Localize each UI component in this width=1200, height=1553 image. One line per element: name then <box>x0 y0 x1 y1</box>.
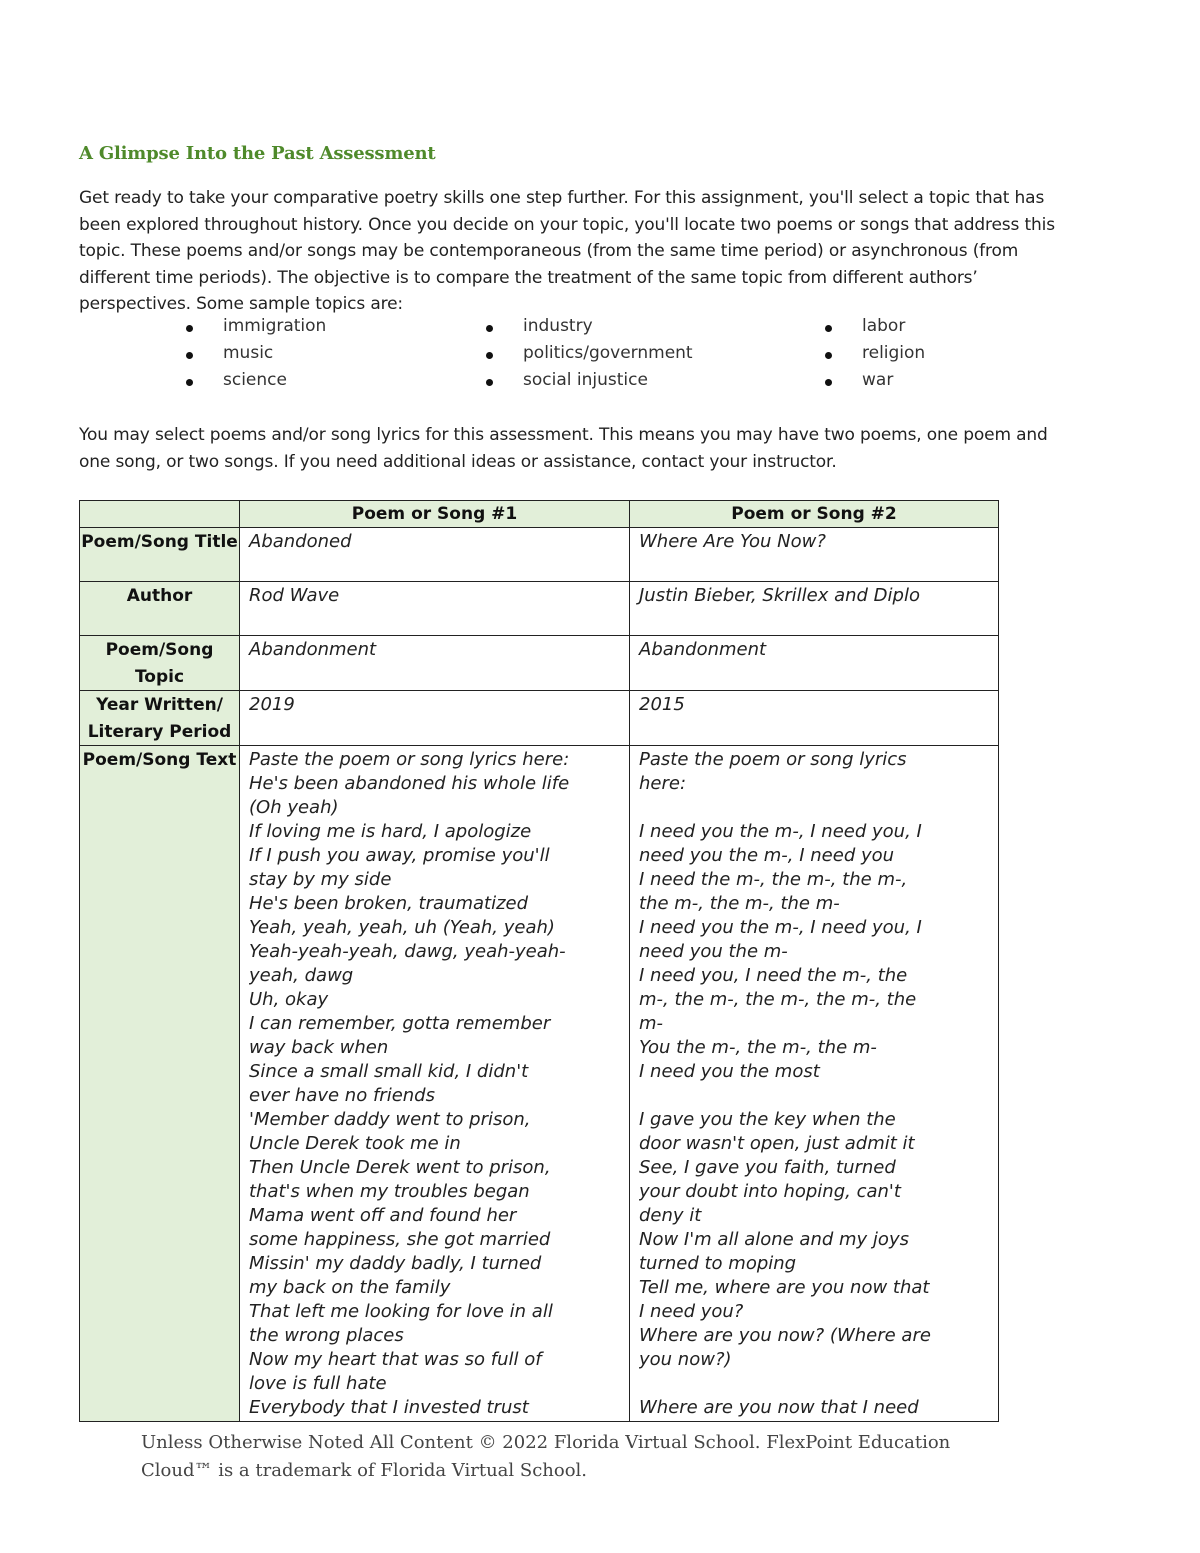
lyric-line: turned to moping <box>639 1253 797 1274</box>
lyric-line: need you the m-, I need you <box>639 845 895 866</box>
comparison-table <box>79 500 999 1422</box>
lyric-line: ever have no friends <box>249 1085 435 1106</box>
lyrics-2 <box>639 748 988 1420</box>
lyric-line: Where are you now that I need <box>639 1397 919 1418</box>
lyric-line: you now?) <box>639 1349 732 1370</box>
lyric-line: Yeah-yeah-yeah, dawg, yeah-yeah- <box>249 941 566 962</box>
lyric-line <box>639 1084 988 1108</box>
lyric-line: m- <box>639 1013 664 1034</box>
row-label-text: Poem/Song Text <box>80 746 240 1422</box>
song1-title-field[interactable]: Abandoned <box>240 528 630 582</box>
lyric-line: stay by my side <box>249 869 392 890</box>
list-item: politics/government <box>485 343 824 370</box>
footer-line-1: Unless Otherwise Noted All Content © 2022 Florida Virtual School. FlexPoint Education <box>141 1432 951 1453</box>
lyric-line: Now my heart that was so full of <box>249 1349 542 1370</box>
song2-topic-field[interactable]: Abandonment <box>630 636 999 691</box>
lyric-line: He's been abandoned his whole life <box>249 773 570 794</box>
song1-year-field[interactable]: 2019 <box>240 691 630 746</box>
lyric-line: I need you the m-, I need you, I <box>639 917 922 938</box>
song1-lyrics-field[interactable] <box>240 746 630 1422</box>
lyric-line: He's been broken, traumatized <box>249 893 529 914</box>
table-header-row <box>80 501 999 528</box>
list-item: science <box>185 370 485 397</box>
lyric-line: need you the m- <box>639 941 788 962</box>
lyric-line <box>639 796 988 820</box>
list-item: immigration <box>185 316 485 343</box>
song1-topic-field[interactable]: Abandonment <box>240 636 630 691</box>
lyric-line: I need you the most <box>639 1061 820 1082</box>
lyric-line: Mama went off and found her <box>249 1205 517 1226</box>
note-text: You may select poems and/or song lyrics for this assessment. This means you may have two poems, one poem and one song, or two songs. If you need additional ideas or assistance, contact your instructor. <box>79 425 1048 472</box>
lyric-line: Paste the poem or song lyrics <box>639 749 907 770</box>
lyric-line: Since a small small kid, I didn't <box>249 1061 529 1082</box>
lyric-line: your doubt into hoping, can't <box>639 1181 901 1202</box>
lyric-line: my back on the family <box>249 1277 451 1298</box>
lyric-line: deny it <box>639 1205 702 1226</box>
lyric-line: I gave you the key when the <box>639 1109 896 1130</box>
song2-title-field[interactable]: Where Are You Now? <box>630 528 999 582</box>
lyric-line: You the m-, the m-, the m- <box>639 1037 877 1058</box>
header-song-1: Poem or Song #1 <box>240 501 630 528</box>
lyric-line: Where are you now? (Where are <box>639 1325 931 1346</box>
lyric-line: If I push you away, promise you'll <box>249 845 550 866</box>
lyric-line: Tell me, where are you now that <box>639 1277 930 1298</box>
header-song-2: Poem or Song #2 <box>630 501 999 528</box>
list-item: industry <box>485 316 824 343</box>
list-item: music <box>185 343 485 370</box>
lyric-line: here: <box>639 773 687 794</box>
lyric-line: Uh, okay <box>249 989 329 1010</box>
page-title: A Glimpse Into the Past Assessment <box>79 143 436 164</box>
footer-line-2: Cloud™ is a trademark of Florida Virtual School. <box>141 1459 588 1481</box>
table-row <box>80 691 999 746</box>
lyric-line: If loving me is hard, I apologize <box>249 821 532 842</box>
list-item: war <box>824 370 984 397</box>
list-item: labor <box>824 316 984 343</box>
header-cell-empty <box>80 501 240 528</box>
row-label-year: Year Written/ Literary Period <box>80 691 240 746</box>
lyric-line: Then Uncle Derek went to prison, <box>249 1157 551 1178</box>
lyric-line: I need the m-, the m-, the m-, <box>639 869 908 890</box>
list-item: religion <box>824 343 984 370</box>
table-row <box>80 528 999 582</box>
song1-author-field[interactable]: Rod Wave <box>240 582 630 636</box>
table-row <box>80 746 999 1422</box>
song2-lyrics-field[interactable] <box>630 746 999 1422</box>
lyric-line: the wrong places <box>249 1325 404 1346</box>
lyric-line: Now I'm all alone and my joys <box>639 1229 909 1250</box>
lyric-line: That left me looking for love in all <box>249 1301 553 1322</box>
song2-year-field[interactable]: 2015 <box>630 691 999 746</box>
intro-paragraph <box>79 185 1069 318</box>
lyric-line: I need you the m-, I need you, I <box>639 821 922 842</box>
lyric-line: 'Member daddy went to prison, <box>249 1109 531 1130</box>
lyric-line: yeah, dawg <box>249 965 354 986</box>
song2-author-field[interactable]: Justin Bieber, Skrillex and Diplo <box>630 582 999 636</box>
lyric-line: that's when my troubles began <box>249 1181 530 1202</box>
lyric-line: door wasn't open, just admit it <box>639 1133 915 1154</box>
lyric-line <box>639 1372 988 1396</box>
lyric-line: Uncle Derek took me in <box>249 1133 461 1154</box>
topic-list <box>185 316 985 397</box>
lyrics-1 <box>249 748 619 1420</box>
lyric-line: the m-, the m-, the m- <box>639 893 840 914</box>
list-item: social injustice <box>485 370 824 397</box>
lyric-line: (Oh yeah) <box>249 797 339 818</box>
row-label-topic: Poem/Song Topic <box>80 636 240 691</box>
lyric-line: See, I gave you faith, turned <box>639 1157 896 1178</box>
lyric-line: Paste the poem or song lyrics here: <box>249 749 570 770</box>
intro-text: Get ready to take your comparative poetry skills one step further. For this assignment, you'll select a topic that has been explored throughout history. Once you decide on your topic, you'll locate two poems or songs that address this topic. These poems and/or songs may be contemporaneous (from the same time period) or asynchronous (from different time periods). The objective is to compare the treatment of the same topic from different authors’ perspectives. Some sample topics are: <box>79 188 1055 314</box>
lyric-line: Yeah, yeah, yeah, uh (Yeah, yeah) <box>249 917 555 938</box>
lyric-line: I need you, I need the m-, the <box>639 965 908 986</box>
selection-note <box>79 422 1079 475</box>
lyric-line: Everybody that I invested trust <box>249 1397 529 1418</box>
lyric-line: way back when <box>249 1037 389 1058</box>
table-row <box>80 636 999 691</box>
table-row <box>80 582 999 636</box>
copyright-footer <box>141 1429 1041 1484</box>
lyric-line: m-, the m-, the m-, the m-, the <box>639 989 917 1010</box>
lyric-line: love is full hate <box>249 1373 387 1394</box>
row-label-title: Poem/Song Title <box>80 528 240 582</box>
lyric-line: Missin' my daddy badly, I turned <box>249 1253 542 1274</box>
lyric-line: I can remember, gotta remember <box>249 1013 551 1034</box>
row-label-author: Author <box>80 582 240 636</box>
lyric-line: some happiness, she got married <box>249 1229 551 1250</box>
lyric-line: I need you? <box>639 1301 744 1322</box>
